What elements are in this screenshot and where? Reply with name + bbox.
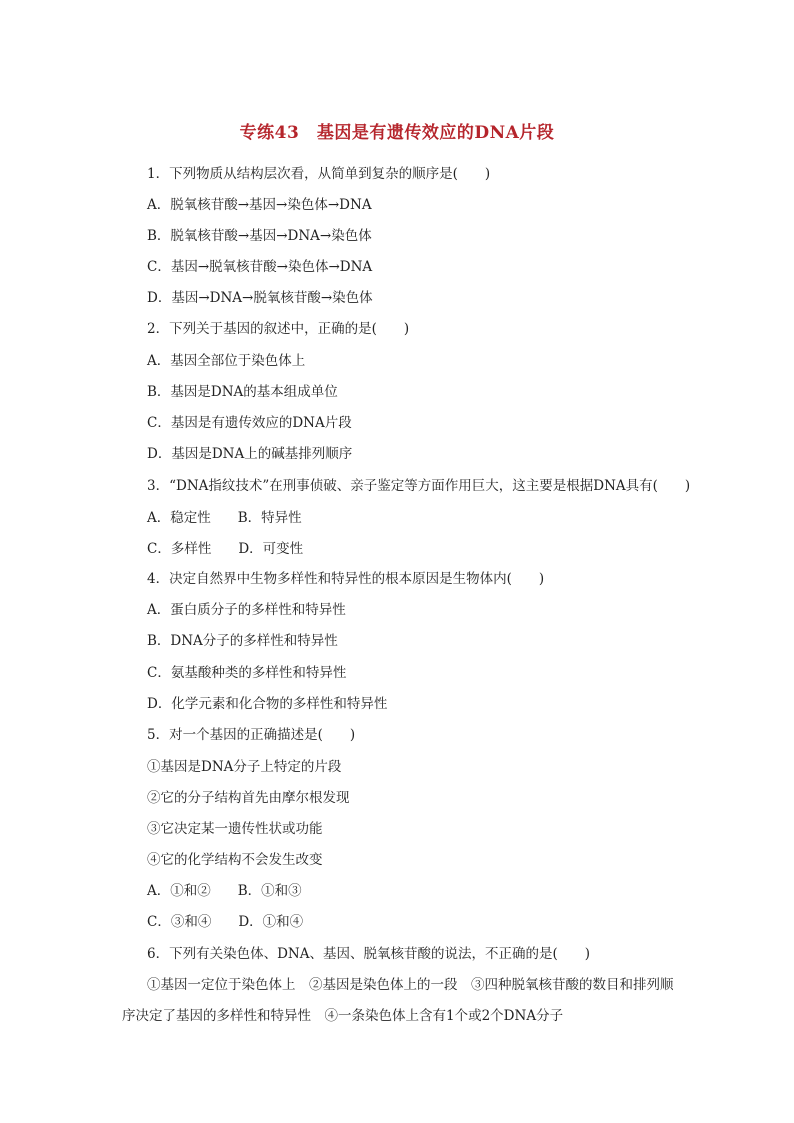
q5-statement-2: ②它的分子结构首先由摩尔根发现 [147,790,350,806]
q1-stem: 1．下列物质从结构层次看，从简单到复杂的顺序是( ) [147,166,491,182]
q2-option-b: B．基因是DNA的基本组成单位 [147,384,338,400]
q2-option-c: C．基因是有遗传效应的DNA片段 [147,415,352,431]
q4-option-c: C．氨基酸种类的多样性和特异性 [147,665,347,681]
q3-stem: 3．“DNA指纹技术”在刑事侦破、亲子鉴定等方面作用巨大，这主要是根据DNA具有( ) [147,478,691,494]
q3-options-cd: C．多样性 D．可变性 [147,541,304,557]
q1-option-d: D．基因→DNA→脱氧核苷酸→染色体 [147,290,373,306]
q1-option-a: A．脱氧核苷酸→基因→染色体→DNA [147,197,372,213]
page-title: 专练43 基因是有遗传效应的DNA片段 [239,123,555,143]
q1-option-c: C．基因→脱氧核苷酸→染色体→DNA [147,259,373,275]
q6-stem: 6．下列有关染色体、DNA、基因、脱氧核苷酸的说法，不正确的是( ) [147,946,591,962]
q5-options-cd: C．③和④ D．①和④ [147,914,304,930]
q2-option-d: D．基因是DNA上的碱基排列顺序 [147,446,353,462]
q1-option-b: B．脱氧核苷酸→基因→DNA→染色体 [147,228,372,244]
q4-stem: 4．决定自然界中生物多样性和特异性的根本原因是生物体内( ) [147,571,545,587]
q5-stem: 5．对一个基因的正确描述是( ) [147,727,356,743]
q5-statement-1: ①基因是DNA分子上特定的片段 [147,759,342,775]
q4-option-b: B．DNA分子的多样性和特异性 [147,633,338,649]
q2-option-a: A．基因全部位于染色体上 [147,353,306,369]
q4-option-a: A．蛋白质分子的多样性和特异性 [147,602,346,618]
q6-statements-paragraph: ①基因一定位于染色体上 ②基因是染色体上的一段 ③四种脱氧核苷酸的数目和排列顺序决定了基因的多样性和特异性 ④一条染色体上含有1个或2个DNA分子 [122,977,674,1024]
q5-statement-3: ③它决定某一遗传性状或功能 [147,821,323,837]
q2-stem: 2．下列关于基因的叙述中，正确的是( ) [147,321,410,337]
q4-option-d: D．化学元素和化合物的多样性和特异性 [147,696,388,712]
q5-statement-4: ④它的化学结构不会发生改变 [147,852,323,868]
q5-options-ab: A．①和② B．①和③ [147,883,302,899]
q3-options-ab: A．稳定性 B．特异性 [147,510,302,526]
